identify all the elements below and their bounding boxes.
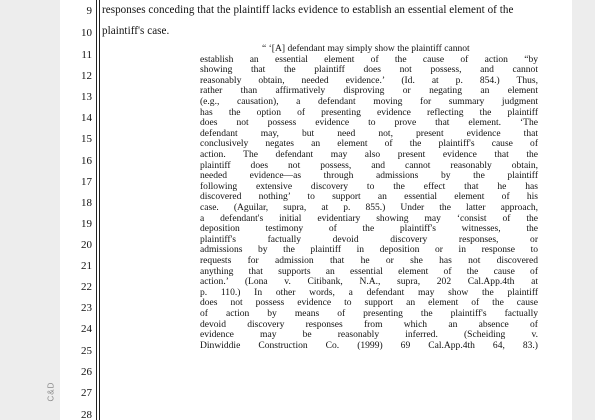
body-line: responses conceding that the plaintiff lacks evidence to establish an essential element of the	[102, 4, 514, 16]
document-page	[60, 0, 572, 420]
quote-line: reasonably obtain, needed evidence.’ (Id. at p. 854.) Thus,	[200, 74, 538, 86]
quote-line: requests for admission that he or she has not discovered	[200, 255, 538, 266]
side-margin-mark: C&D	[46, 381, 56, 402]
quote-line: does not possess evidence to prove that element. ‘The	[200, 117, 538, 129]
quote-line: does not possess evidence to support an element of the cause	[200, 297, 538, 309]
quote-line: deposition testimony of the plaintiff's witnesses, the	[200, 223, 538, 235]
line-number: 19	[81, 218, 92, 230]
quote-line: conclusively negates an element of the plaintiff's cause of	[200, 138, 538, 150]
line-number: 15	[81, 133, 92, 145]
quote-line: evidence may be reasonably inferred. (Scheiding v.	[200, 329, 538, 341]
line-number: 9	[86, 5, 92, 17]
line-number: 10	[81, 27, 92, 39]
quote-line: p. 110.) In other words, a defendant may show the plaintiff	[200, 286, 538, 298]
quote-line: rather than affirmatively disproving or negating an element	[200, 85, 538, 97]
line-number: 20	[81, 239, 92, 251]
line-number: 25	[81, 345, 92, 357]
quote-line: showing that the plaintiff does not possess, and cannot	[200, 64, 538, 76]
line-number: 16	[81, 155, 92, 167]
quote-line: following extensive discovery to the effect that he has	[200, 180, 538, 192]
line-number: 27	[81, 387, 92, 399]
quote-line: Dinwiddie Construction Co. (1999) 69 Cal.App.4th 64, 83.)	[200, 339, 538, 351]
line-number: 23	[81, 302, 92, 314]
quote-line: action.’ (Lona v. Citibank, N.A., supra, 202 Cal.App.4th at	[200, 276, 538, 288]
body-line: plaintiff's case.	[102, 25, 170, 37]
quote-line: has the option of presenting evidence reflecting the plaintiff	[200, 106, 538, 118]
quote-line: plaintiff does not possess, and cannot reasonably obtain,	[200, 159, 538, 171]
line-number: 21	[81, 260, 92, 272]
line-number-rule-inner	[99, 0, 100, 420]
quote-line: anything that supports an essential element of the cause of	[200, 265, 538, 277]
quote-line: (e.g., causation), a defendant moving for summary judgment	[200, 96, 538, 107]
quote-line: case. (Aguilar, supra, at p. 855.) Under the latter approach,	[200, 202, 538, 213]
quote-line: action. The defendant may also present evidence that the	[200, 149, 538, 160]
quote-line: defendant may, but need not, present evidence that	[200, 127, 538, 139]
line-number: 24	[81, 323, 92, 335]
quote-line: needed evidence—as through admissions by the plaintiff	[200, 170, 538, 182]
line-number: 28	[81, 409, 92, 420]
quote-line: establish an essential element of the cause of action “by	[200, 53, 538, 65]
quote-line: discovered nothing’ to support an essential element of his	[200, 191, 538, 203]
line-number: 26	[81, 366, 92, 378]
quote-line: “ ‘[A] defendant may simply show the plaintiff cannot	[262, 43, 470, 54]
quote-line: plaintiff's factually devoid discovery responses, or	[200, 233, 538, 245]
line-number: 12	[81, 70, 92, 82]
line-number: 18	[81, 197, 92, 209]
quote-line: a defendant's initial evidentiary showing may ‘consist of the	[200, 212, 538, 224]
quote-line: of action by means of presenting the plaintiff's factually	[200, 308, 538, 319]
line-number: 11	[81, 49, 92, 61]
line-number: 14	[81, 112, 92, 124]
quote-line: admissions by the plaintiff in deposition or in response to	[200, 244, 538, 256]
quote-line: devoid discovery responses from which an absence of	[200, 318, 538, 330]
line-number: 13	[81, 91, 92, 103]
line-number-rule-outer	[96, 0, 97, 420]
line-number: 22	[81, 281, 92, 293]
line-number: 17	[81, 176, 92, 188]
